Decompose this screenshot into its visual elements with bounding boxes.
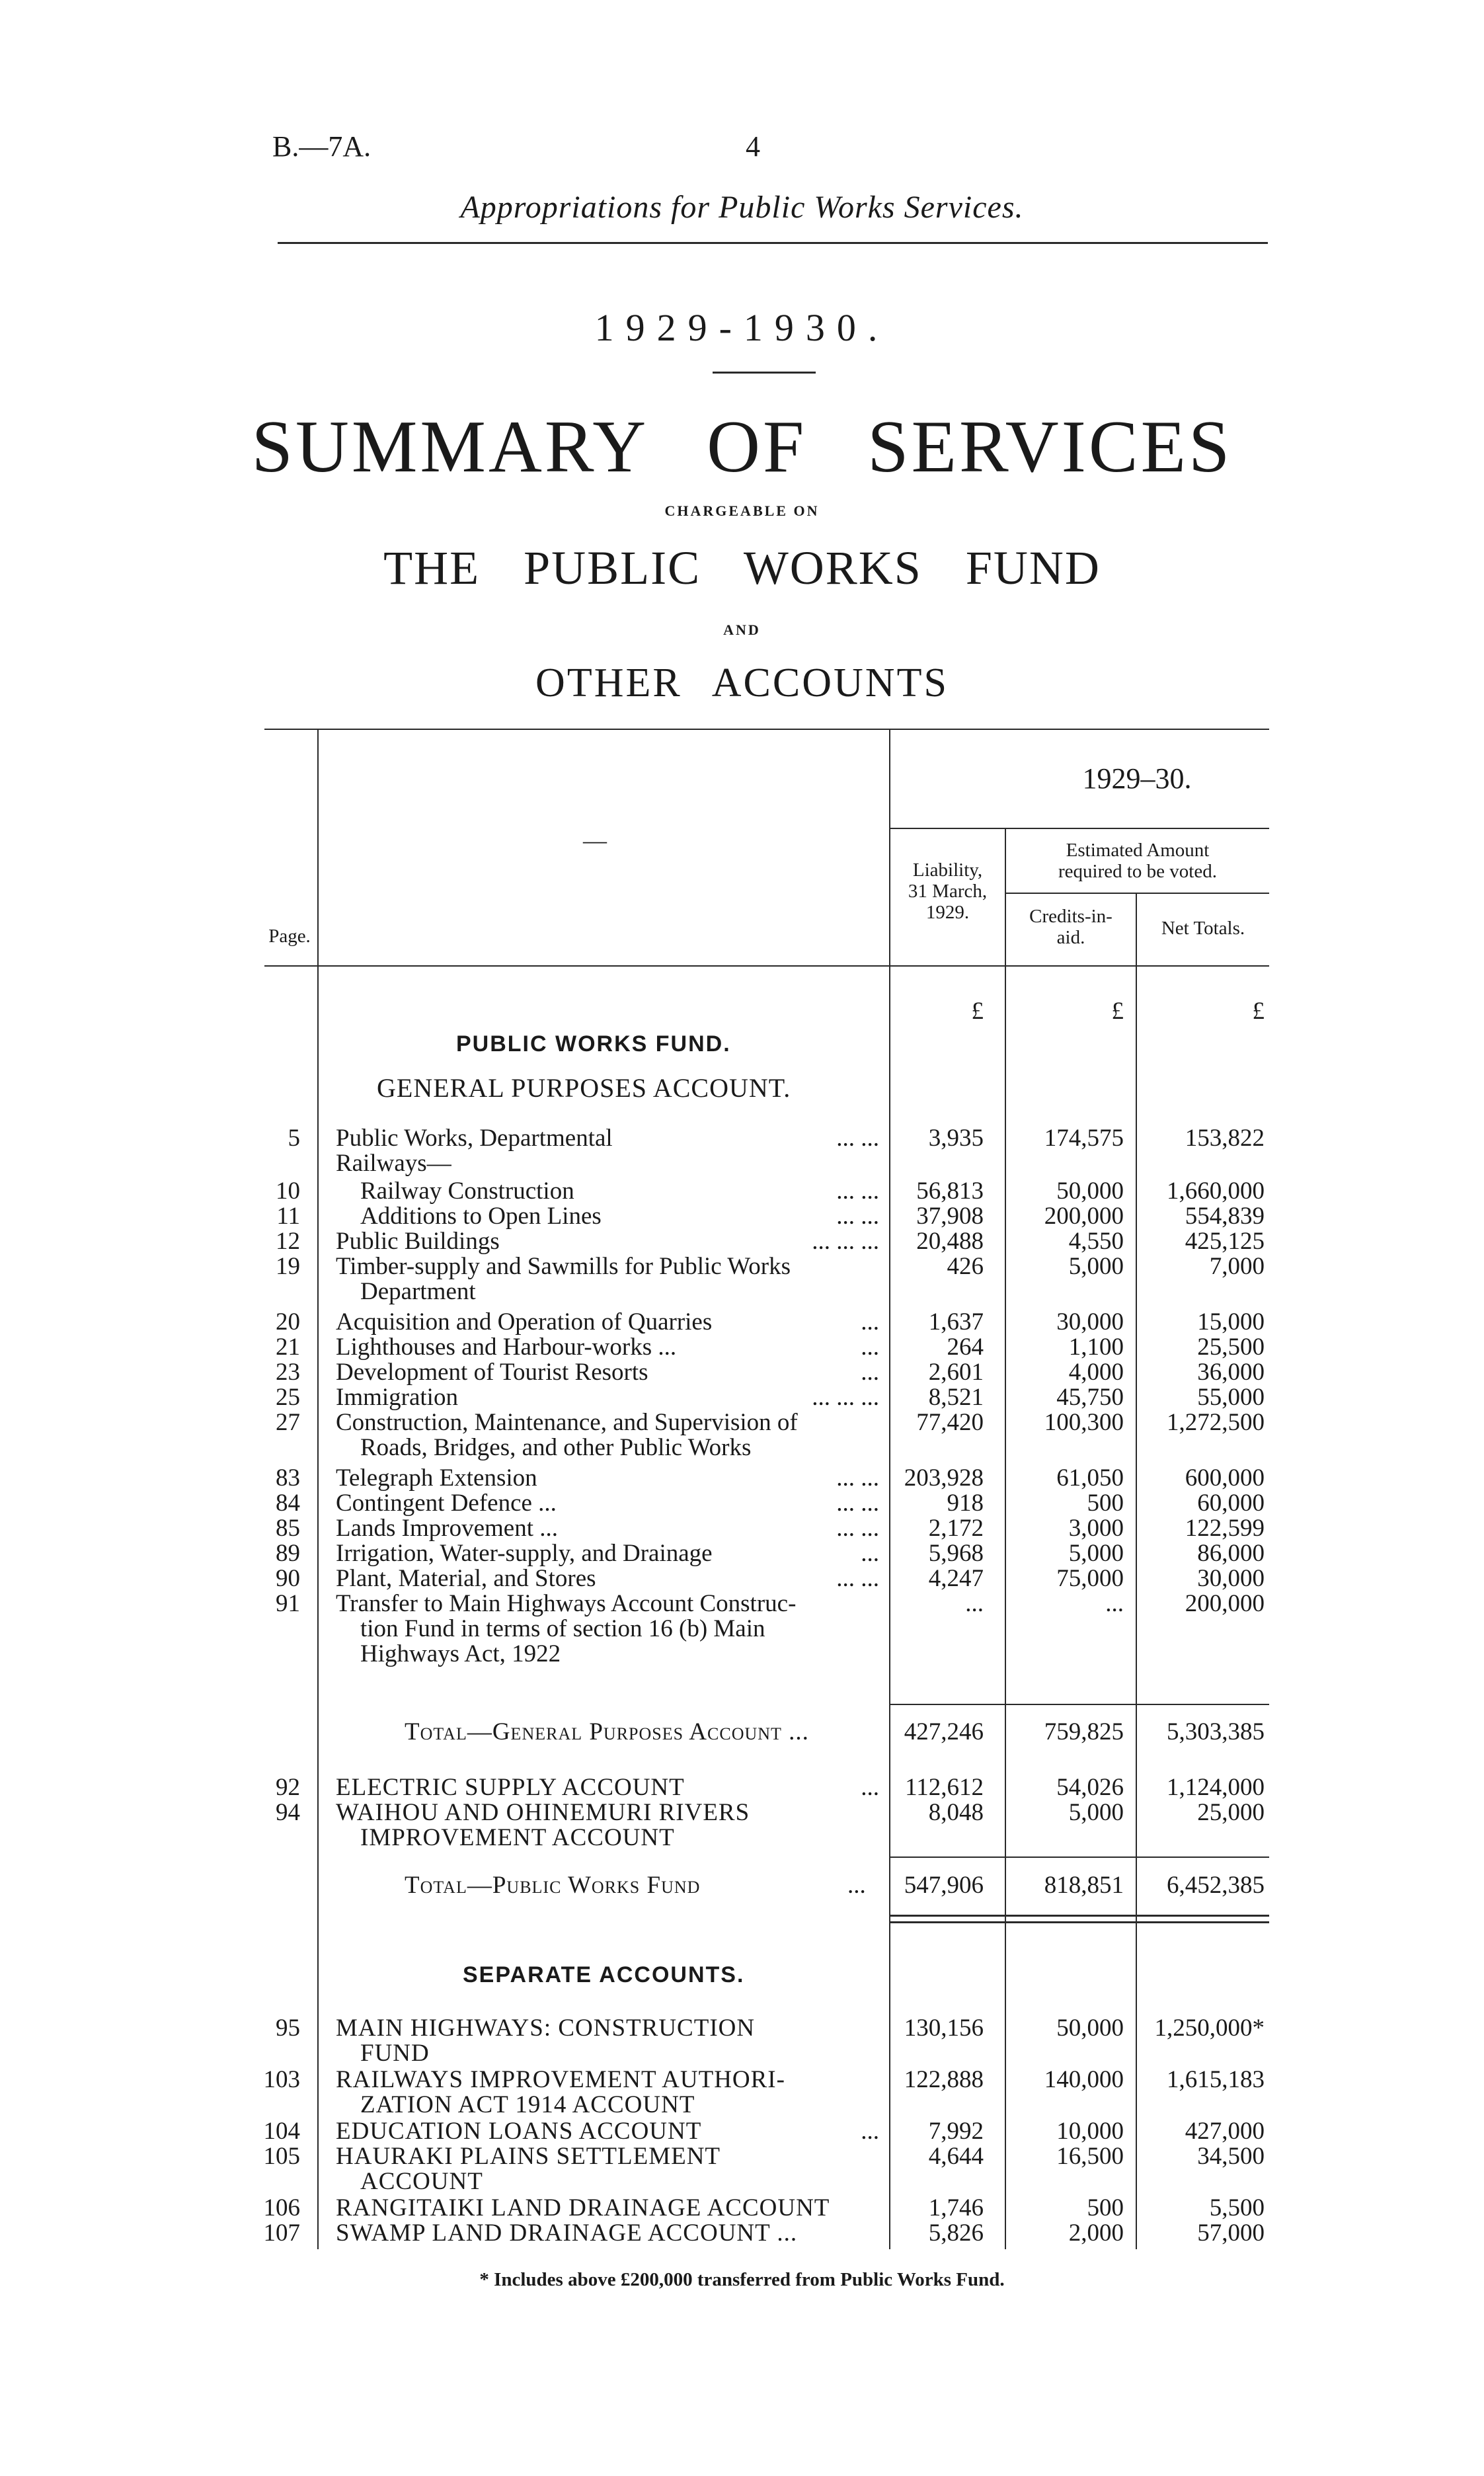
separate-net-total: 427,000 <box>1185 2118 1265 2145</box>
service-description: Plant, Material, and Stores <box>336 1565 596 1592</box>
separate-liability: 7,992 <box>928 2118 984 2145</box>
separate-page-ref: 103 <box>263 2066 300 2093</box>
service-page-ref: 10 <box>276 1178 300 1205</box>
account-description: WAIHOU AND OHINEMURI RIVERS <box>336 1799 750 1826</box>
currency-liability: £ <box>971 998 984 1025</box>
service-net-total: 86,000 <box>1197 1540 1265 1567</box>
fund-total-double-rule-2 <box>889 1921 1269 1923</box>
separate-net-total: 57,000 <box>1197 2219 1265 2247</box>
account-net-total: 1,124,000 <box>1167 1774 1265 1801</box>
service-net-total: 600,000 <box>1185 1464 1265 1492</box>
separate-liability: 5,826 <box>928 2219 984 2247</box>
service-description: Public Works, Departmental <box>336 1125 613 1152</box>
service-description: Railways— <box>336 1150 451 1177</box>
service-credits-in-aid: 45,750 <box>1056 1384 1124 1411</box>
service-net-total: 60,000 <box>1197 1490 1265 1517</box>
fund-total-top-rule <box>889 1857 1269 1858</box>
service-description: Irrigation, Water-supply, and Drainage <box>336 1540 713 1567</box>
service-credits-in-aid: 75,000 <box>1056 1565 1124 1592</box>
service-leader-dots: ... <box>861 1308 879 1336</box>
service-credits-in-aid: 174,575 <box>1044 1125 1124 1152</box>
service-liability: 3,935 <box>928 1125 984 1152</box>
service-credits-in-aid: 4,550 <box>1068 1228 1124 1255</box>
service-leader-dots: ... ... <box>836 1490 879 1517</box>
service-description: Additions to Open Lines <box>360 1203 602 1230</box>
table-header-bottom-rule <box>264 965 1269 967</box>
separate-liability: 122,888 <box>904 2066 984 2093</box>
service-description: Contingent Defence ... <box>336 1490 557 1517</box>
service-liability: ... <box>965 1590 984 1617</box>
service-page-ref: 20 <box>276 1308 300 1336</box>
separate-page-ref: 104 <box>263 2118 300 2145</box>
separate-credits-in-aid: 50,000 <box>1056 2015 1124 2042</box>
service-net-total: 15,000 <box>1197 1308 1265 1336</box>
service-credits-in-aid: 3,000 <box>1068 1515 1124 1542</box>
service-description: Roads, Bridges, and other Public Works <box>360 1434 752 1461</box>
chargeable-label: CHARGEABLE ON <box>664 502 820 519</box>
service-description: Telegraph Extension <box>336 1464 537 1492</box>
service-page-ref: 12 <box>276 1228 300 1255</box>
separate-page-ref: 106 <box>263 2194 300 2221</box>
service-description: Railway Construction <box>360 1178 574 1205</box>
service-net-total: 1,660,000 <box>1167 1178 1265 1205</box>
service-description: Timber-supply and Sawmills for Public Works <box>336 1253 791 1280</box>
service-credits-in-aid: 61,050 <box>1056 1464 1124 1492</box>
service-description: Construction, Maintenance, and Supervision of <box>336 1409 798 1436</box>
and-label: AND <box>723 621 761 638</box>
currency-credits: £ <box>1111 998 1124 1025</box>
service-page-ref: 90 <box>276 1565 300 1592</box>
service-credits-in-aid: 5,000 <box>1068 1253 1124 1280</box>
account-leader-dots: ... <box>861 1774 879 1801</box>
separate-credits-in-aid: 10,000 <box>1056 2118 1124 2145</box>
service-credits-in-aid: 5,000 <box>1068 1540 1124 1567</box>
header-rule <box>278 242 1268 244</box>
account-page-ref: 92 <box>276 1774 300 1801</box>
separate-liability: 1,746 <box>928 2194 984 2221</box>
table-top-rule <box>264 729 1269 730</box>
service-liability: 4,247 <box>928 1565 984 1592</box>
separate-description: HAURAKI PLAINS SETTLEMENT <box>336 2143 721 2170</box>
service-page-ref: 89 <box>276 1540 300 1567</box>
service-credits-in-aid: 50,000 <box>1056 1178 1124 1205</box>
service-leader-dots: ... ... <box>836 1464 879 1492</box>
service-leader-dots: ... ... ... <box>812 1228 879 1255</box>
public-works-fund-heading: PUBLIC WORKS FUND. <box>456 1031 731 1057</box>
general-purposes-heading: GENERAL PURPOSES ACCOUNT. <box>377 1073 791 1103</box>
separate-liability: 130,156 <box>904 2015 984 2042</box>
service-page-ref: 91 <box>276 1590 300 1617</box>
net-column-left-divider <box>1136 893 1137 2249</box>
year-heading: 1929-1930. <box>594 306 890 349</box>
credits-in-aid-header: Credits-in- aid. <box>1029 906 1113 948</box>
account-liability: 8,048 <box>928 1799 984 1826</box>
service-description: Public Buildings <box>336 1228 500 1255</box>
separate-net-total: 34,500 <box>1197 2143 1265 2170</box>
service-net-total: 200,000 <box>1185 1590 1265 1617</box>
service-leader-dots: ... <box>861 1334 879 1361</box>
account-description: ELECTRIC SUPPLY ACCOUNT <box>336 1774 685 1801</box>
separate-description: MAIN HIGHWAYS: CONSTRUCTION <box>336 2015 756 2042</box>
account-credits-in-aid: 5,000 <box>1068 1799 1124 1826</box>
account-page-ref: 94 <box>276 1799 300 1826</box>
service-leader-dots: ... ... <box>836 1203 879 1230</box>
service-liability: 264 <box>947 1334 984 1361</box>
account-liability: 112,612 <box>905 1774 984 1801</box>
footnote: * Includes above £200,000 transferred from Public Works Fund. <box>479 2269 1005 2290</box>
period-header: 1929–30. <box>1082 762 1192 795</box>
service-description: Transfer to Main Highways Account Construc- <box>336 1590 797 1617</box>
estimated-amount-header: Estimated Amount required to be voted. <box>1058 840 1217 882</box>
service-description: Acquisition and Operation of Quarries <box>336 1308 713 1336</box>
service-description: Highways Act, 1922 <box>360 1640 561 1667</box>
main-title: SUMMARY OF SERVICES <box>251 406 1233 488</box>
service-description: tion Fund in terms of section 16 (b) Main <box>360 1615 765 1642</box>
service-leader-dots: ... ... <box>836 1125 879 1152</box>
service-description: Development of Tourist Resorts <box>336 1359 648 1386</box>
service-credits-in-aid: 200,000 <box>1044 1203 1124 1230</box>
service-net-total: 36,000 <box>1197 1359 1265 1386</box>
service-page-ref: 5 <box>288 1125 300 1152</box>
service-net-total: 425,125 <box>1185 1228 1265 1255</box>
description-header-dash: — <box>583 827 607 854</box>
service-credits-in-aid: 500 <box>1087 1490 1124 1517</box>
estimated-header-top-rule <box>889 828 1269 829</box>
service-liability: 426 <box>947 1253 984 1280</box>
page-number: 4 <box>746 130 760 163</box>
service-liability: 1,637 <box>928 1308 984 1336</box>
separate-accounts-heading: SEPARATE ACCOUNTS. <box>463 1962 745 1987</box>
service-leader-dots: ... ... ... <box>812 1384 879 1411</box>
other-accounts-title: OTHER ACCOUNTS <box>535 660 949 705</box>
service-page-ref: 27 <box>276 1409 300 1436</box>
fund-total-double-rule-1 <box>889 1915 1269 1917</box>
total-credits: 759,825 <box>1044 1718 1124 1745</box>
service-page-ref: 85 <box>276 1515 300 1542</box>
year-underline <box>713 372 816 374</box>
service-liability: 37,908 <box>916 1203 984 1230</box>
separate-description: SWAMP LAND DRAINAGE ACCOUNT ... <box>336 2219 798 2247</box>
page-column-divider <box>317 729 319 2249</box>
service-liability: 203,928 <box>904 1464 984 1492</box>
fund-total-label: Total—Public Works Fund <box>405 1872 701 1899</box>
service-leader-dots: ... ... <box>836 1515 879 1542</box>
service-credits-in-aid: ... <box>1105 1590 1124 1617</box>
service-leader-dots: ... ... <box>836 1565 879 1592</box>
fund-title: THE PUBLIC WORKS FUND <box>383 541 1101 594</box>
separate-net-total: 5,500 <box>1209 2194 1265 2221</box>
separate-description: FUND <box>360 2040 430 2067</box>
service-credits-in-aid: 1,100 <box>1068 1334 1124 1361</box>
running-title: Appropriations for Public Works Services. <box>460 190 1024 225</box>
service-credits-in-aid: 4,000 <box>1068 1359 1124 1386</box>
estimated-header-split-rule <box>1005 893 1269 894</box>
service-net-total: 7,000 <box>1209 1253 1265 1280</box>
service-liability: 20,488 <box>916 1228 984 1255</box>
separate-description: RANGITAIKI LAND DRAINAGE ACCOUNT <box>336 2194 830 2221</box>
service-page-ref: 21 <box>276 1334 300 1361</box>
service-liability: 2,172 <box>928 1515 984 1542</box>
service-leader-dots: ... <box>861 1359 879 1386</box>
separate-liability: 4,644 <box>928 2143 984 2170</box>
fund-total-net: 6,452,385 <box>1167 1872 1265 1899</box>
service-page-ref: 11 <box>276 1203 300 1230</box>
document-reference: B.—7A. <box>272 130 371 163</box>
total-net: 5,303,385 <box>1167 1718 1265 1745</box>
service-page-ref: 84 <box>276 1490 300 1517</box>
separate-page-ref: 105 <box>263 2143 300 2170</box>
page-column-header: Page. <box>268 926 311 947</box>
service-credits-in-aid: 30,000 <box>1056 1308 1124 1336</box>
service-description: Lands Improvement ... <box>336 1515 558 1542</box>
account-net-total: 25,000 <box>1197 1799 1265 1826</box>
service-liability: 77,420 <box>916 1409 984 1436</box>
service-leader-dots: ... ... <box>836 1178 879 1205</box>
separate-leader-dots: ... <box>861 2118 879 2145</box>
separate-description: RAILWAYS IMPROVEMENT AUTHORI- <box>336 2066 785 2093</box>
service-description: Department <box>360 1278 476 1305</box>
account-credits-in-aid: 54,026 <box>1056 1774 1124 1801</box>
service-net-total: 25,500 <box>1197 1334 1265 1361</box>
service-page-ref: 83 <box>276 1464 300 1492</box>
service-leader-dots: ... <box>861 1540 879 1567</box>
account-description: IMPROVEMENT ACCOUNT <box>360 1824 675 1851</box>
service-net-total: 122,599 <box>1185 1515 1265 1542</box>
separate-net-total: 1,250,000* <box>1154 2015 1265 2042</box>
separate-credits-in-aid: 2,000 <box>1068 2219 1124 2247</box>
service-net-total: 554,839 <box>1185 1203 1265 1230</box>
service-liability: 2,601 <box>928 1359 984 1386</box>
separate-credits-in-aid: 500 <box>1087 2194 1124 2221</box>
separate-description: ACCOUNT <box>360 2168 483 2195</box>
service-net-total: 153,822 <box>1185 1125 1265 1152</box>
service-liability: 918 <box>947 1490 984 1517</box>
service-page-ref: 19 <box>276 1253 300 1280</box>
service-page-ref: 23 <box>276 1359 300 1386</box>
fund-total-liability: 547,906 <box>904 1872 984 1899</box>
net-totals-header: Net Totals. <box>1161 918 1245 939</box>
liability-header: Liability, 31 March, 1929. <box>908 859 988 923</box>
separate-page-ref: 107 <box>263 2219 300 2247</box>
subtotal-rule <box>889 1704 1269 1705</box>
separate-net-total: 1,615,183 <box>1167 2066 1265 2093</box>
separate-description: EDUCATION LOANS ACCOUNT <box>336 2118 702 2145</box>
fund-total-dots: ... <box>847 1872 866 1899</box>
currency-net: £ <box>1252 998 1265 1025</box>
service-liability: 56,813 <box>916 1178 984 1205</box>
total-label: Total—General Purposes Account ... <box>405 1718 809 1745</box>
service-net-total: 1,272,500 <box>1167 1409 1265 1436</box>
service-liability: 5,968 <box>928 1540 984 1567</box>
total-liability: 427,246 <box>904 1718 984 1745</box>
service-net-total: 30,000 <box>1197 1565 1265 1592</box>
separate-credits-in-aid: 140,000 <box>1044 2066 1124 2093</box>
separate-page-ref: 95 <box>276 2015 300 2042</box>
service-credits-in-aid: 100,300 <box>1044 1409 1124 1436</box>
service-description: Lighthouses and Harbour-works ... <box>336 1334 677 1361</box>
service-liability: 8,521 <box>928 1384 984 1411</box>
separate-credits-in-aid: 16,500 <box>1056 2143 1124 2170</box>
fund-total-credits: 818,851 <box>1044 1872 1124 1899</box>
service-description: Immigration <box>336 1384 458 1411</box>
separate-description: ZATION ACT 1914 ACCOUNT <box>360 2091 695 2118</box>
service-net-total: 55,000 <box>1197 1384 1265 1411</box>
service-page-ref: 25 <box>276 1384 300 1411</box>
